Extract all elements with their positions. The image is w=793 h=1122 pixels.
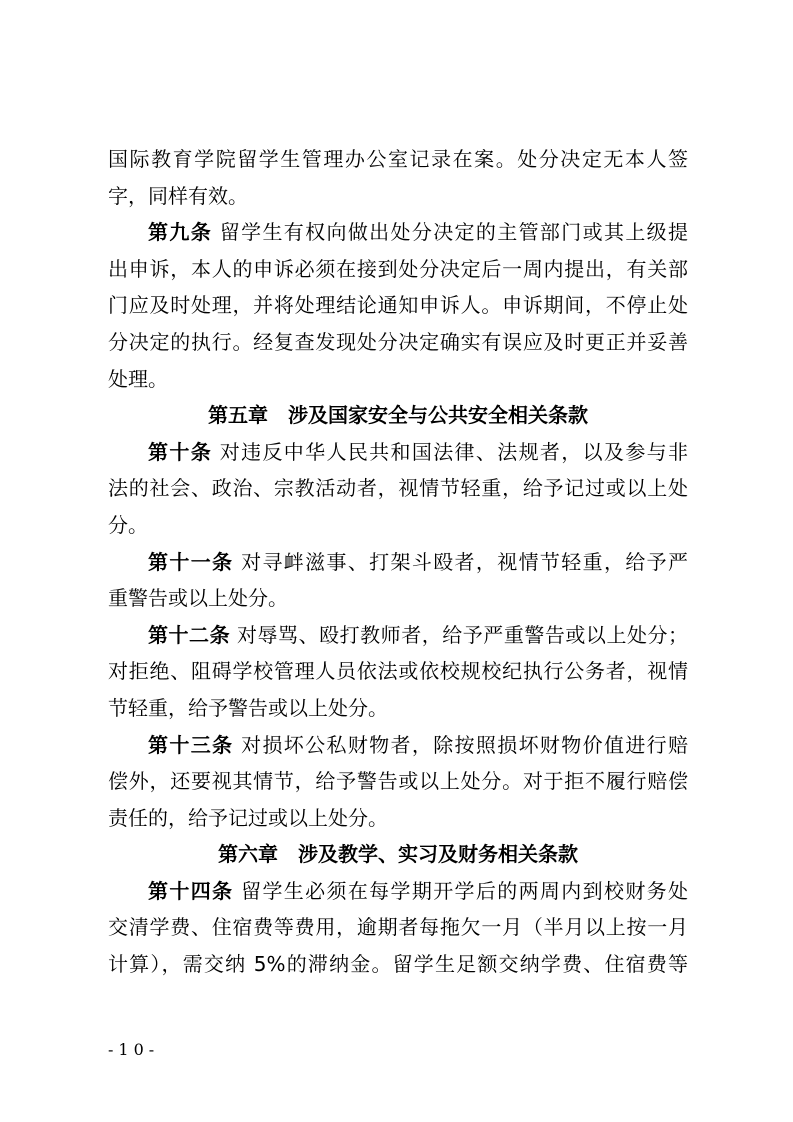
paragraph-line: 法的社会、政治、宗教活动者，视情节轻重，给予记过或以上处 bbox=[108, 476, 688, 501]
paragraph-line: 偿外，还要视其情节，给予警告或以上处分。对于拒不履行赔偿 bbox=[108, 769, 688, 794]
paragraph-line: 处理。 bbox=[108, 366, 168, 391]
article-13-first-line bbox=[108, 727, 688, 764]
article-text: 对损坏公私财物者，除按照损坏财物价值进行赔 bbox=[241, 732, 689, 757]
article-label: 第十一条 bbox=[148, 549, 234, 574]
article-10-first-line bbox=[108, 434, 688, 471]
article-12-first-line bbox=[108, 617, 688, 654]
paragraph-line: 出申诉，本人的申诉必须在接到处分决定后一周内提出，有关部 bbox=[108, 256, 688, 281]
paragraph-line: 分。 bbox=[108, 512, 148, 537]
article-label: 第十条 bbox=[148, 439, 213, 464]
paragraph-line: 节轻重，给予警告或以上处分。 bbox=[108, 695, 388, 720]
paragraph-line: 国际教育学院留学生管理办公室记录在案。处分决定无本人签 bbox=[108, 147, 688, 171]
paragraph-line: 字，同样有效。 bbox=[108, 183, 248, 208]
article-label: 第十四条 bbox=[148, 878, 234, 903]
paragraph-line: 重警告或以上处分。 bbox=[108, 586, 288, 611]
article-text: 留学生有权向做出处分决定的主管部门或其上级提 bbox=[219, 220, 689, 245]
article-11-first-line bbox=[108, 544, 688, 581]
paragraph-line: 分决定的执行。经复查发现处分决定确实有误应及时更正并妥善 bbox=[108, 329, 688, 354]
paragraph-line: 交清学费、住宿费等费用，逾期者每拖欠一月（半月以上按一月 bbox=[108, 915, 688, 940]
article-text: 对辱骂、殴打教师者，给予严重警告或以上处分； bbox=[237, 622, 689, 647]
paragraph-line: 责任的，给予记过或以上处分。 bbox=[108, 805, 388, 830]
document-body bbox=[108, 141, 688, 983]
article-text: 留学生必须在每学期开学后的两周内到校财务处 bbox=[241, 878, 689, 903]
article-label: 第十三条 bbox=[148, 732, 234, 757]
paragraph-line: 门应及时处理，并将处理结论通知申诉人。申诉期间，不停止处 bbox=[108, 293, 688, 318]
chapter-heading: 第五章 涉及国家安全与公共安全相关条款 bbox=[208, 403, 588, 428]
page-number: -10- bbox=[108, 1040, 160, 1059]
article-text: 对寻衅滋事、打架斗殴者，视情节轻重，给予严 bbox=[241, 549, 689, 574]
article-label: 第十二条 bbox=[148, 622, 231, 647]
paragraph-line: 对拒绝、阻碍学校管理人员依法或依校规校纪执行公务者，视情 bbox=[108, 659, 688, 684]
article-9-first-line bbox=[108, 214, 688, 251]
chapter-heading: 第六章 涉及教学、实习及财务相关条款 bbox=[218, 842, 578, 867]
article-label: 第九条 bbox=[148, 220, 213, 245]
paragraph-line: 计算），需交纳 5%的滞纳金。留学生足额交纳学费、住宿费等 bbox=[108, 952, 688, 977]
article-text: 对违反中华人民共和国法律、法规者，以及参与非 bbox=[219, 439, 689, 464]
article-14-first-line bbox=[108, 873, 688, 910]
